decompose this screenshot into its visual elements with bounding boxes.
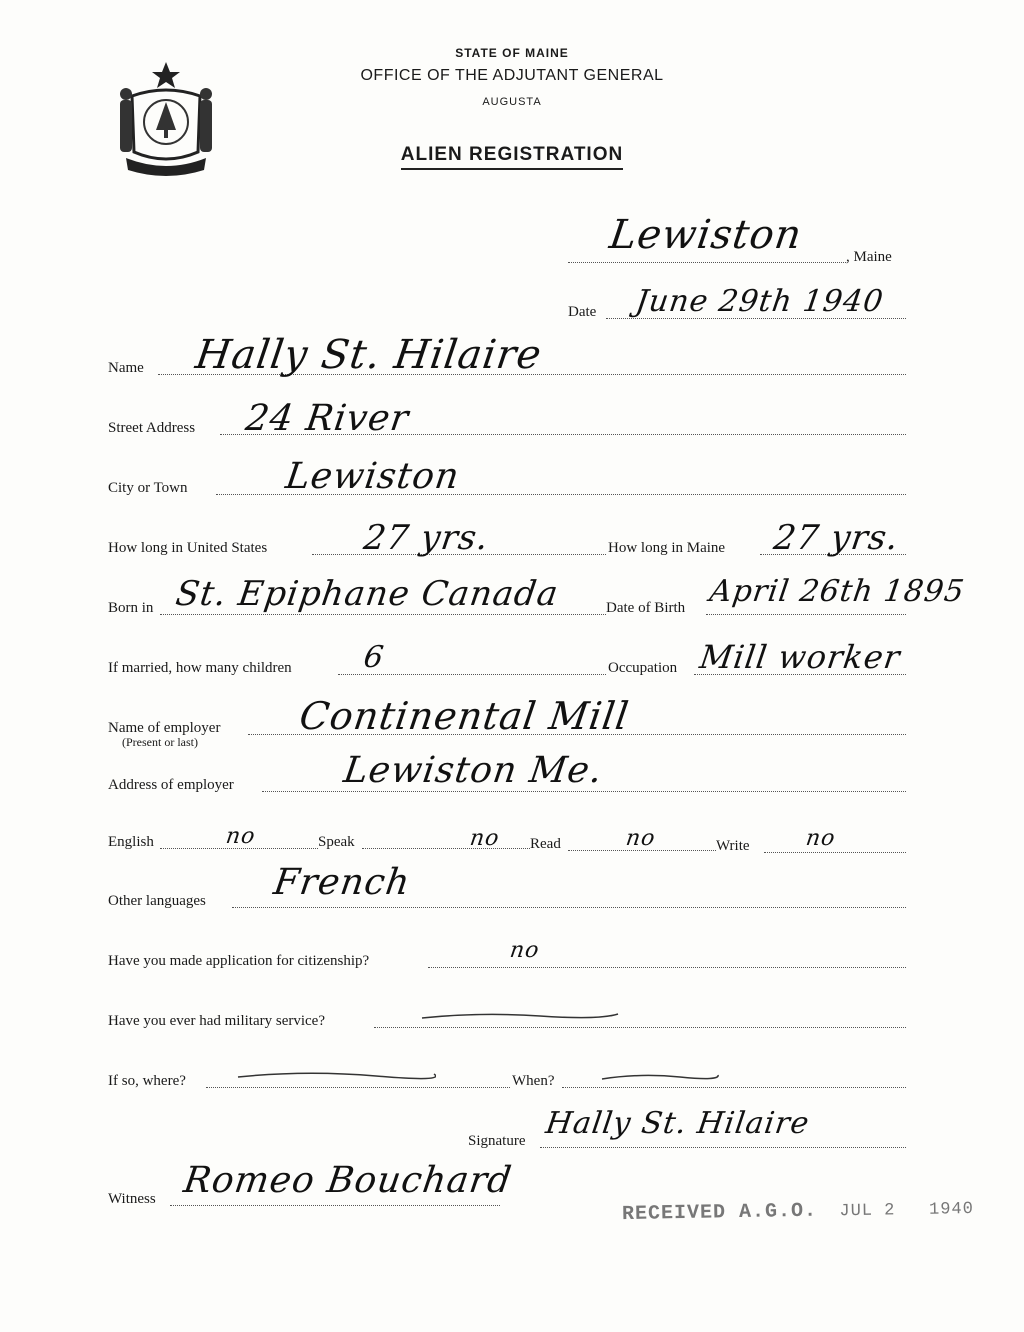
street-label: Street Address [108,420,196,436]
signature-entry: Hally St. Hilaire [543,1106,812,1141]
when-line [562,1087,906,1088]
citizenship-line [428,967,906,968]
speak-label: Speak [318,834,355,850]
employer-address-label: Address of employer [108,777,234,793]
read-entry: no [624,826,658,851]
signature-label: Signature [468,1133,526,1149]
how-long-us-label: How long in United States [108,540,268,556]
name-entry: Hally St. Hilaire [192,332,545,378]
city-entry: Lewiston [283,456,463,497]
dob-line [706,614,906,615]
date-label: Date [568,304,597,320]
name-label: Name [108,360,144,376]
military-line [374,1027,906,1028]
military-label: Have you ever had military service? [108,1013,325,1029]
citizenship-label: Have you made application for citizenship? [108,953,370,969]
where-dash-mark [236,1068,436,1082]
speak-line [362,848,530,849]
place-line [568,262,846,263]
dob-label: Date of Birth [606,600,686,616]
english-entry: no [224,824,258,849]
stamp-date: JUL 2 [839,1201,896,1222]
place-suffix: , Maine [846,249,892,265]
street-entry: 24 River [243,398,412,439]
received-stamp [622,1197,974,1226]
born-line [160,614,606,615]
employer-label: Name of employer [108,720,221,736]
city-label: City or Town [108,480,188,496]
employer-address-line [262,791,906,792]
occupation-label: Occupation [608,660,678,676]
city-heading: AUGUSTA [482,96,542,108]
write-line [764,852,906,853]
date-entry: June 29th 1940 [633,284,886,319]
how-long-me-label: How long in Maine [608,540,726,556]
read-label: Read [530,836,561,852]
employer-note: (Present or last) [122,735,198,749]
signature-line [540,1147,906,1148]
other-languages-entry: French [271,862,413,903]
dob-entry: April 26th 1895 [707,574,967,609]
english-label: English [108,834,154,850]
children-entry: 6 [361,640,387,675]
occupation-entry: Mill worker [697,638,903,676]
children-label: If married, how many children [108,660,292,676]
military-dash-mark [420,1010,620,1024]
stamp-year: 1940 [928,1199,975,1220]
write-label: Write [716,838,750,854]
born-label: Born in [108,600,154,616]
other-languages-line [232,907,906,908]
office-heading: OFFICE OF THE ADJUTANT GENERAL [360,67,664,84]
when-label: When? [512,1073,555,1089]
witness-entry: Romeo Bouchard [181,1160,515,1201]
where-line [206,1087,510,1088]
form-title: ALIEN REGISTRATION [0,144,1024,166]
where-label: If so, where? [108,1073,186,1089]
citizenship-entry: no [508,938,542,963]
other-languages-label: Other languages [108,893,206,909]
place-entry: Lewiston [606,212,805,258]
witness-line [170,1205,500,1206]
when-dash-mark [600,1070,720,1084]
state-heading: STATE OF MAINE [455,46,569,60]
employer-entry: Continental Mill [296,694,632,738]
write-entry: no [804,826,838,851]
employer-address-entry: Lewiston Me. [341,750,606,791]
stamp-received: RECEIVED A.G.O. [621,1199,818,1227]
born-entry: St. Epiphane Canada [173,574,562,614]
speak-entry: no [468,826,502,851]
how-long-us-entry: 27 yrs. [361,518,492,558]
how-long-me-entry: 27 yrs. [771,518,902,558]
witness-label: Witness [108,1191,156,1207]
